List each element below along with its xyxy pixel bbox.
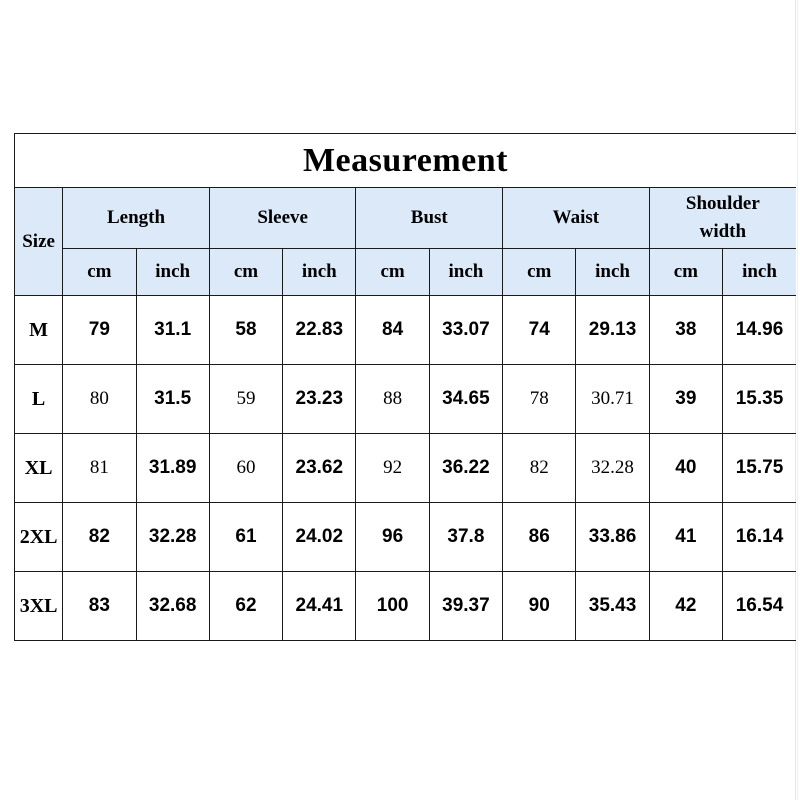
measurement-cell: 30.71 bbox=[576, 365, 649, 434]
measurement-cell: 16.14 bbox=[723, 503, 796, 572]
measurement-cell: 23.23 bbox=[283, 365, 356, 434]
measurement-cell: 39.37 bbox=[429, 572, 502, 641]
group-header-shoulder-width-label bbox=[686, 190, 760, 246]
measurement-cell: 35.43 bbox=[576, 572, 649, 641]
unit-header-inch: inch bbox=[283, 249, 356, 296]
table-row bbox=[15, 365, 797, 434]
measurement-cell: 32.68 bbox=[136, 572, 209, 641]
unit-header-cm: cm bbox=[63, 249, 136, 296]
measurement-cell: 32.28 bbox=[576, 434, 649, 503]
measurement-cell: 40 bbox=[649, 434, 722, 503]
measurement-table bbox=[14, 133, 796, 641]
group-header-length-label: Length bbox=[106, 207, 166, 228]
measurement-cell: 24.41 bbox=[283, 572, 356, 641]
measurement-cell: 39 bbox=[649, 365, 722, 434]
measurement-cell: 80 bbox=[63, 365, 136, 434]
measurement-cell: 84 bbox=[356, 296, 429, 365]
measurement-cell: 59 bbox=[209, 365, 282, 434]
measurement-cell: 29.13 bbox=[576, 296, 649, 365]
measurement-cell: 62 bbox=[209, 572, 282, 641]
measurement-cell: 24.02 bbox=[283, 503, 356, 572]
measurement-cell: 86 bbox=[503, 503, 576, 572]
unit-header-cm: cm bbox=[503, 249, 576, 296]
size-label: L bbox=[15, 365, 63, 434]
measurement-cell: 60 bbox=[209, 434, 282, 503]
table-row bbox=[15, 296, 797, 365]
measurement-cell: 42 bbox=[649, 572, 722, 641]
measurement-cell: 23.62 bbox=[283, 434, 356, 503]
table-title: Measurement bbox=[15, 134, 797, 188]
measurement-cell: 36.22 bbox=[429, 434, 502, 503]
measurement-cell: 96 bbox=[356, 503, 429, 572]
size-label: 3XL bbox=[15, 572, 63, 641]
group-header-waist bbox=[503, 188, 650, 249]
measurement-cell: 82 bbox=[503, 434, 576, 503]
measurement-cell: 74 bbox=[503, 296, 576, 365]
measurement-cell: 31.1 bbox=[136, 296, 209, 365]
unit-header-cm: cm bbox=[356, 249, 429, 296]
measurement-cell: 31.5 bbox=[136, 365, 209, 434]
group-header-length bbox=[63, 188, 210, 249]
measurement-cell: 79 bbox=[63, 296, 136, 365]
table-row bbox=[15, 434, 797, 503]
group-header-sleeve bbox=[209, 188, 356, 249]
measurement-cell: 32.28 bbox=[136, 503, 209, 572]
group-header-shoulder-width bbox=[649, 188, 796, 249]
measurement-cell: 81 bbox=[63, 434, 136, 503]
unit-header-inch: inch bbox=[723, 249, 796, 296]
unit-header-cm: cm bbox=[209, 249, 282, 296]
measurement-cell: 100 bbox=[356, 572, 429, 641]
group-header-sleeve-label: Sleeve bbox=[257, 207, 308, 228]
measurement-cell: 90 bbox=[503, 572, 576, 641]
table-row bbox=[15, 503, 797, 572]
size-column-header: Size bbox=[15, 188, 63, 296]
size-label: XL bbox=[15, 434, 63, 503]
measurement-cell: 37.8 bbox=[429, 503, 502, 572]
unit-header-inch: inch bbox=[576, 249, 649, 296]
measurement-cell: 83 bbox=[63, 572, 136, 641]
measurement-cell: 33.07 bbox=[429, 296, 502, 365]
measurement-cell: 15.35 bbox=[723, 365, 796, 434]
measurement-cell: 16.54 bbox=[723, 572, 796, 641]
size-label: 2XL bbox=[15, 503, 63, 572]
measurement-cell: 92 bbox=[356, 434, 429, 503]
measurement-cell: 88 bbox=[356, 365, 429, 434]
shoulder-width-line-2: width bbox=[699, 221, 747, 242]
measurement-cell: 22.83 bbox=[283, 296, 356, 365]
measurement-cell: 78 bbox=[503, 365, 576, 434]
shoulder-width-line-1: Shoulder bbox=[685, 193, 760, 214]
table-row bbox=[15, 572, 797, 641]
page-edge-line-2 bbox=[797, 0, 798, 800]
measurement-cell: 38 bbox=[649, 296, 722, 365]
measurement-cell: 82 bbox=[63, 503, 136, 572]
group-header-bust-label: Bust bbox=[410, 207, 448, 228]
measurement-cell: 41 bbox=[649, 503, 722, 572]
unit-header-inch: inch bbox=[429, 249, 502, 296]
unit-header-inch: inch bbox=[136, 249, 209, 296]
measurement-cell: 58 bbox=[209, 296, 282, 365]
measurement-cell: 33.86 bbox=[576, 503, 649, 572]
unit-header-cm: cm bbox=[649, 249, 722, 296]
size-label: M bbox=[15, 296, 63, 365]
measurement-cell: 31.89 bbox=[136, 434, 209, 503]
group-header-waist-label: Waist bbox=[552, 207, 600, 228]
measurement-cell: 34.65 bbox=[429, 365, 502, 434]
group-header-bust bbox=[356, 188, 503, 249]
measurement-cell: 61 bbox=[209, 503, 282, 572]
measurement-cell: 14.96 bbox=[723, 296, 796, 365]
measurement-cell: 15.75 bbox=[723, 434, 796, 503]
